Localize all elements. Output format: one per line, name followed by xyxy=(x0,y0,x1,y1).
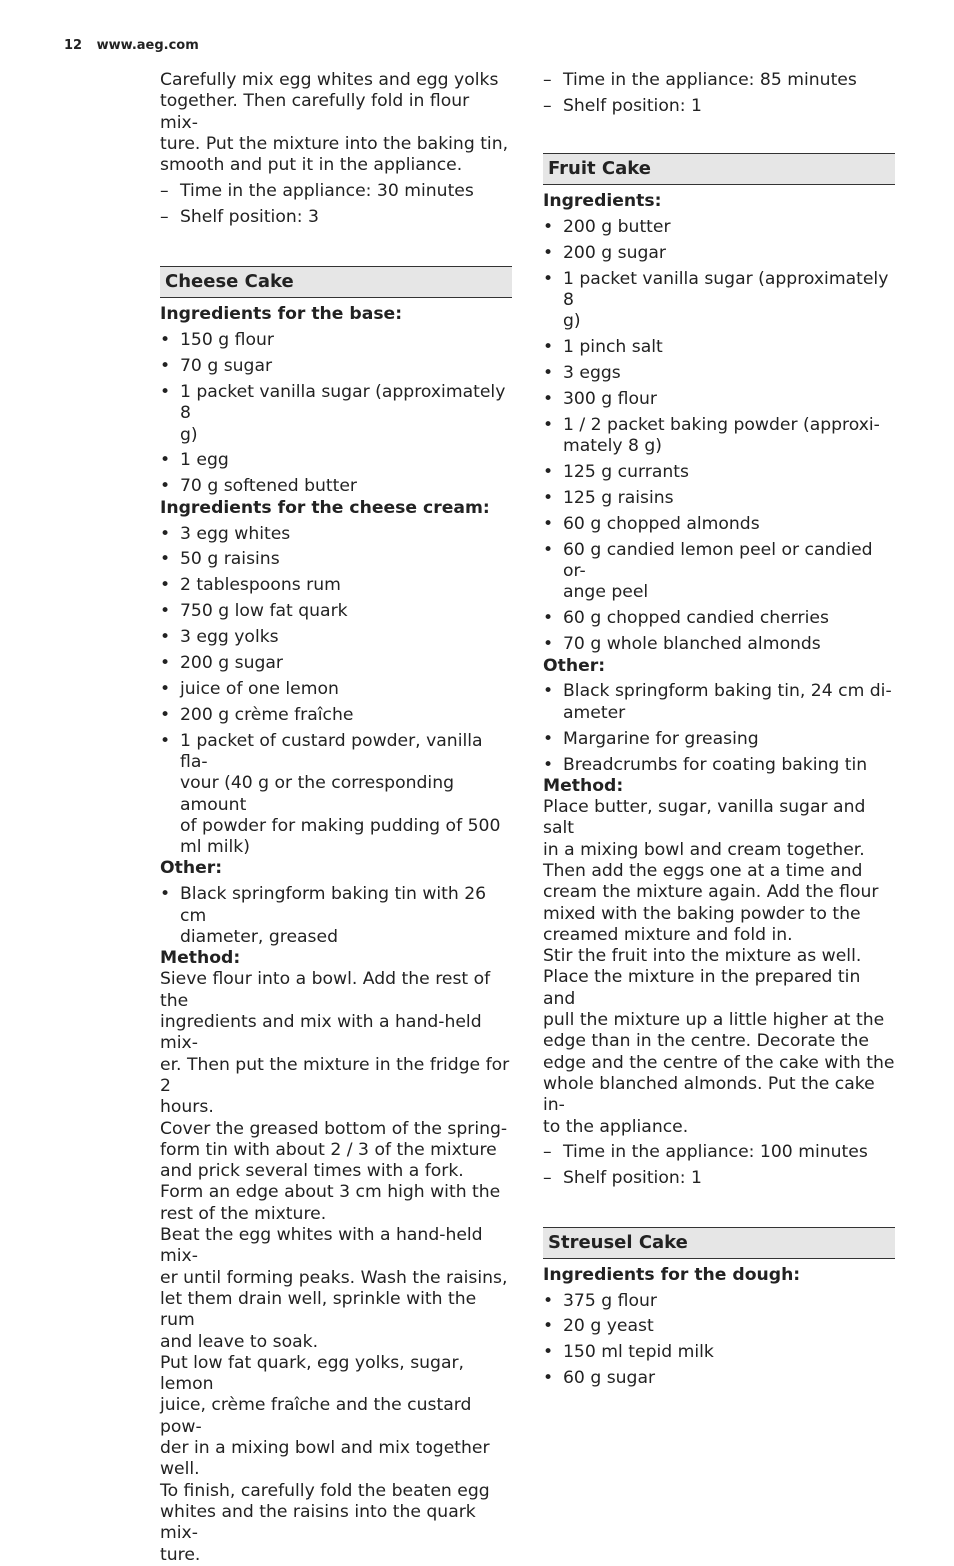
text-line: Carefully mix egg whites and egg yolks xyxy=(160,70,499,90)
list-item-text xyxy=(563,1291,657,1312)
list-item-text xyxy=(563,540,895,604)
list-item-text xyxy=(563,217,671,238)
list-item-text xyxy=(180,705,353,726)
text-line: Cover the greased bottom of the spring- xyxy=(160,1118,508,1139)
text-line: together. Then carefully fold in flour mix- xyxy=(160,91,470,133)
bullet-icon: • xyxy=(543,608,554,629)
text-line: 1 packet of custard powder, vanilla fla- xyxy=(180,730,483,772)
bullet-icon: • xyxy=(543,728,554,749)
text-line: 1 packet vanilla sugar (approximately 8 xyxy=(180,381,506,424)
text-line: 60 g chopped almonds xyxy=(563,513,760,534)
text-line: Black springform baking tin with 26 cm xyxy=(180,884,487,926)
text-line: 3 eggs xyxy=(563,363,621,384)
bullet-icon: • xyxy=(543,217,554,238)
list-item xyxy=(160,450,512,471)
list-item xyxy=(543,681,895,724)
text-line: mately 8 g) xyxy=(563,436,663,457)
list-item xyxy=(543,217,895,238)
list-item-text xyxy=(180,601,348,622)
list-item xyxy=(160,653,512,674)
bullet-icon: • xyxy=(160,575,171,596)
list-item-text xyxy=(180,382,512,446)
website: www.aeg.com xyxy=(96,38,199,53)
bullet-icon: • xyxy=(543,415,554,436)
text-line: Beat the egg whites with a hand-held mix- xyxy=(160,1225,483,1267)
list-item-text xyxy=(180,356,272,377)
dash-item: – Shelf position: 1 xyxy=(543,1168,702,1189)
bullet-icon: • xyxy=(543,488,554,509)
text-line: 300 g flour xyxy=(563,389,657,410)
list-item-text xyxy=(563,681,892,724)
text-line: Place butter, sugar, vanilla sugar and salt xyxy=(543,797,866,839)
intro-text xyxy=(160,70,512,176)
list-item-text xyxy=(563,1368,655,1389)
text-line: rest of the mixture. xyxy=(160,1203,327,1224)
list-item xyxy=(160,549,512,570)
list-item-text xyxy=(563,1316,654,1337)
list-item xyxy=(543,1342,895,1363)
bullet-icon: • xyxy=(160,523,171,544)
bullet-icon: • xyxy=(160,652,171,673)
text-line: g) xyxy=(563,311,581,332)
list-item-text xyxy=(563,608,829,629)
text-line: 1 egg xyxy=(180,450,229,471)
text-line: smooth and put it in the appliance. xyxy=(160,155,463,176)
list-item-text xyxy=(563,243,666,264)
other-list xyxy=(543,681,895,775)
page-header xyxy=(64,38,199,53)
text-line: 1 packet vanilla sugar (approximately 8 xyxy=(563,268,889,311)
method-text xyxy=(543,797,895,1138)
other-list xyxy=(160,884,512,948)
list-item xyxy=(160,356,512,377)
list-item-text xyxy=(563,729,759,750)
text-line: Margarine for greasing xyxy=(563,728,759,749)
text-line: vour (40 g or the corresponding amount xyxy=(180,773,454,815)
text-line: 1 / 2 packet baking powder (approxi- xyxy=(563,415,880,436)
text-line: 200 g sugar xyxy=(180,652,283,673)
dash-item: – Time in the appliance: 85 minutes xyxy=(543,70,857,90)
list-item-text xyxy=(180,524,290,545)
subheading: Ingredients for the cheese cream: xyxy=(160,497,490,518)
text-line: 3 egg whites xyxy=(180,523,291,544)
text-line: 200 g crème fraîche xyxy=(180,704,354,725)
text-line: whole blanched almonds. Put the cake in- xyxy=(543,1073,875,1116)
text-line: to the appliance. xyxy=(543,1116,689,1137)
text-line: Form an edge about 3 cm high with the xyxy=(160,1182,501,1203)
subheading: Method: xyxy=(160,948,241,969)
list-item xyxy=(543,540,895,604)
list-item-text xyxy=(563,755,867,776)
list-item xyxy=(543,243,895,264)
list-item xyxy=(543,269,895,333)
bullet-icon: • xyxy=(543,363,554,384)
list-item xyxy=(543,462,895,483)
list-item-text xyxy=(563,514,760,535)
text-line: ture. Put the mixture into the baking tin, xyxy=(160,133,509,154)
bullet-icon: • xyxy=(160,476,171,497)
text-line: well. xyxy=(160,1459,200,1480)
bullet-icon: • xyxy=(543,681,554,702)
section-title-streusel-cake: Streusel Cake xyxy=(543,1227,895,1259)
text-line: 750 g low fat quark xyxy=(180,601,348,622)
bullet-icon: • xyxy=(543,462,554,483)
text-line: diameter, greased xyxy=(180,926,338,947)
list-item-text xyxy=(180,884,512,948)
left-column xyxy=(160,70,512,1566)
text-line: 50 g raisins xyxy=(180,549,280,570)
bullet-icon: • xyxy=(543,634,554,655)
text-line: Black springform baking tin, 24 cm di- xyxy=(563,681,892,702)
ingredients-list xyxy=(543,217,895,655)
list-item-text xyxy=(180,679,339,700)
list-item xyxy=(543,755,895,776)
text-line: mixed with the baking powder to the xyxy=(543,903,861,924)
list-item xyxy=(160,731,512,859)
text-line: 70 g softened butter xyxy=(180,476,358,497)
bullet-icon: • xyxy=(543,1316,554,1337)
list-item-text xyxy=(180,450,229,471)
text-line: in a mixing bowl and cream together. xyxy=(543,839,865,860)
text-line: 1 pinch salt xyxy=(563,337,663,358)
text-line: Then add the eggs one at a time and xyxy=(543,861,863,881)
bullet-icon: • xyxy=(160,549,171,570)
list-item-text xyxy=(563,1342,714,1363)
text-line: whites and the raisins into the quark mix- xyxy=(160,1501,476,1544)
text-line: and leave to soak. xyxy=(160,1331,319,1352)
bullet-icon: • xyxy=(160,884,171,905)
text-line: 60 g chopped candied cherries xyxy=(563,608,829,629)
text-line: 375 g flour xyxy=(563,1290,657,1311)
text-line: To finish, carefully fold the beaten egg xyxy=(160,1480,490,1501)
list-item-text xyxy=(180,330,274,351)
text-line: 3 egg yolks xyxy=(180,627,279,648)
list-item xyxy=(160,705,512,726)
text-line: 150 ml tepid milk xyxy=(563,1342,714,1363)
list-item xyxy=(160,524,512,545)
bullet-icon: • xyxy=(543,539,554,560)
list-item xyxy=(160,627,512,648)
text-line: g) xyxy=(180,424,198,445)
bullet-icon: • xyxy=(543,513,554,534)
text-line: er. Then put the mixture in the fridge for 2 xyxy=(160,1054,510,1096)
dash-item: – Time in the appliance: 100 minutes xyxy=(543,1142,868,1163)
text-line: ingredients and mix with a hand-held mix- xyxy=(160,1012,482,1054)
list-item xyxy=(160,476,512,497)
text-line: juice, crème fraîche and the custard pow- xyxy=(160,1395,472,1437)
bullet-icon: • xyxy=(543,337,554,358)
bullet-icon: • xyxy=(543,754,554,775)
dash-item: – Shelf position: 1 xyxy=(543,95,702,116)
bullet-icon: • xyxy=(160,704,171,725)
text-line: let them drain well, sprinkle with the rum xyxy=(160,1288,477,1331)
subheading: Other: xyxy=(160,858,223,879)
section-title-fruit-cake: Fruit Cake xyxy=(543,153,895,185)
subheading: Ingredients: xyxy=(543,191,662,212)
text-line: juice of one lemon xyxy=(180,678,339,699)
bullet-icon: • xyxy=(160,356,171,377)
list-item-text xyxy=(563,488,674,509)
text-line: 60 g sugar xyxy=(563,1368,656,1389)
subheading: Ingredients for the dough: xyxy=(543,1264,801,1285)
bullet-icon: • xyxy=(160,330,171,351)
list-item xyxy=(160,601,512,622)
text-line: 150 g flour xyxy=(180,330,274,351)
list-item xyxy=(160,575,512,596)
list-item xyxy=(543,363,895,384)
list-item xyxy=(543,337,895,358)
text-line: 200 g sugar xyxy=(563,242,666,263)
list-item xyxy=(543,608,895,629)
right-column xyxy=(543,70,895,1390)
dash-item: – Time in the appliance: 30 minutes xyxy=(160,181,474,202)
base-list xyxy=(160,330,512,497)
bullet-icon: • xyxy=(160,627,171,648)
list-item-text xyxy=(563,363,621,384)
list-item xyxy=(543,514,895,535)
text-line: ange peel xyxy=(563,582,649,603)
subheading: Ingredients for the base: xyxy=(160,304,403,325)
page-number: 12 xyxy=(64,38,83,53)
subheading: Method: xyxy=(543,775,624,796)
text-line: ameter xyxy=(563,702,626,723)
list-item-text xyxy=(180,653,283,674)
list-item-text xyxy=(180,575,341,596)
text-line: der in a mixing bowl and mix together xyxy=(160,1438,490,1459)
dough-list xyxy=(543,1291,895,1390)
text-line: edge and the centre of the cake with the xyxy=(543,1052,895,1073)
text-line: Place the mixture in the prepared tin and xyxy=(543,967,861,1009)
list-item xyxy=(543,729,895,750)
text-line: cream the mixture again. Add the flour xyxy=(543,882,879,903)
text-line: 200 g butter xyxy=(563,217,671,238)
text-line: Put low fat quark, egg yolks, sugar, lemon xyxy=(160,1352,465,1395)
list-item xyxy=(543,1316,895,1337)
list-item-text xyxy=(180,549,280,570)
list-item xyxy=(160,679,512,700)
text-line: pull the mixture up a little higher at the xyxy=(543,1010,885,1031)
list-item xyxy=(543,1368,895,1389)
list-item-text xyxy=(180,476,357,497)
list-item-text xyxy=(180,627,279,648)
bullet-icon: • xyxy=(160,730,171,751)
list-item-text xyxy=(563,269,895,333)
text-line: 70 g sugar xyxy=(180,356,273,377)
bullet-icon: • xyxy=(543,268,554,289)
list-item-text xyxy=(563,337,663,358)
dash-item: – Shelf position: 3 xyxy=(160,206,319,227)
method-text xyxy=(160,969,512,1565)
bullet-icon: • xyxy=(160,381,171,402)
bullet-icon: • xyxy=(543,389,554,410)
text-line: 125 g currants xyxy=(563,462,689,483)
list-item xyxy=(160,330,512,351)
text-line: 125 g raisins xyxy=(563,488,674,509)
text-line: form tin with about 2 / 3 of the mixture xyxy=(160,1139,497,1160)
text-line: hours. xyxy=(160,1097,214,1118)
text-line: er until forming peaks. Wash the raisins, xyxy=(160,1267,508,1288)
list-item-text xyxy=(180,731,512,859)
section-title-cheese-cake: Cheese Cake xyxy=(160,266,512,298)
bullet-icon: • xyxy=(160,678,171,699)
text-line: 20 g yeast xyxy=(563,1316,654,1337)
list-item-text xyxy=(563,634,821,655)
list-item xyxy=(543,488,895,509)
text-line: creamed mixture and fold in. xyxy=(543,924,793,945)
subheading: Other: xyxy=(543,655,606,676)
bullet-icon: • xyxy=(160,450,171,471)
text-line: 2 tablespoons rum xyxy=(180,575,341,596)
cream-list xyxy=(160,524,512,859)
list-item xyxy=(160,382,512,446)
text-line: edge than in the centre. Decorate the xyxy=(543,1031,869,1052)
list-item xyxy=(543,389,895,410)
text-line: Stir the fruit into the mixture as well. xyxy=(543,946,862,967)
list-item xyxy=(160,884,512,948)
list-item xyxy=(543,1291,895,1312)
list-item xyxy=(543,415,895,458)
text-line: ture. xyxy=(160,1544,201,1565)
list-item-text xyxy=(563,415,880,458)
bullet-icon: • xyxy=(543,242,554,263)
bullet-icon: • xyxy=(543,1342,554,1363)
list-item-text xyxy=(563,462,689,483)
text-line: ml milk) xyxy=(180,837,250,858)
text-line: Breadcrumbs for coating baking tin xyxy=(563,754,868,775)
bullet-icon: • xyxy=(543,1368,554,1389)
list-item-text xyxy=(563,389,657,410)
bullet-icon: • xyxy=(160,601,171,622)
text-line: Sieve flour into a bowl. Add the rest of the xyxy=(160,969,491,1011)
bullet-icon: • xyxy=(543,1290,554,1311)
text-line: of powder for making pudding of 500 xyxy=(180,815,501,836)
text-line: 70 g whole blanched almonds xyxy=(563,634,821,655)
list-item xyxy=(543,634,895,655)
text-line: 60 g candied lemon peel or candied or- xyxy=(563,539,873,582)
text-line: and prick several times with a fork. xyxy=(160,1161,464,1182)
